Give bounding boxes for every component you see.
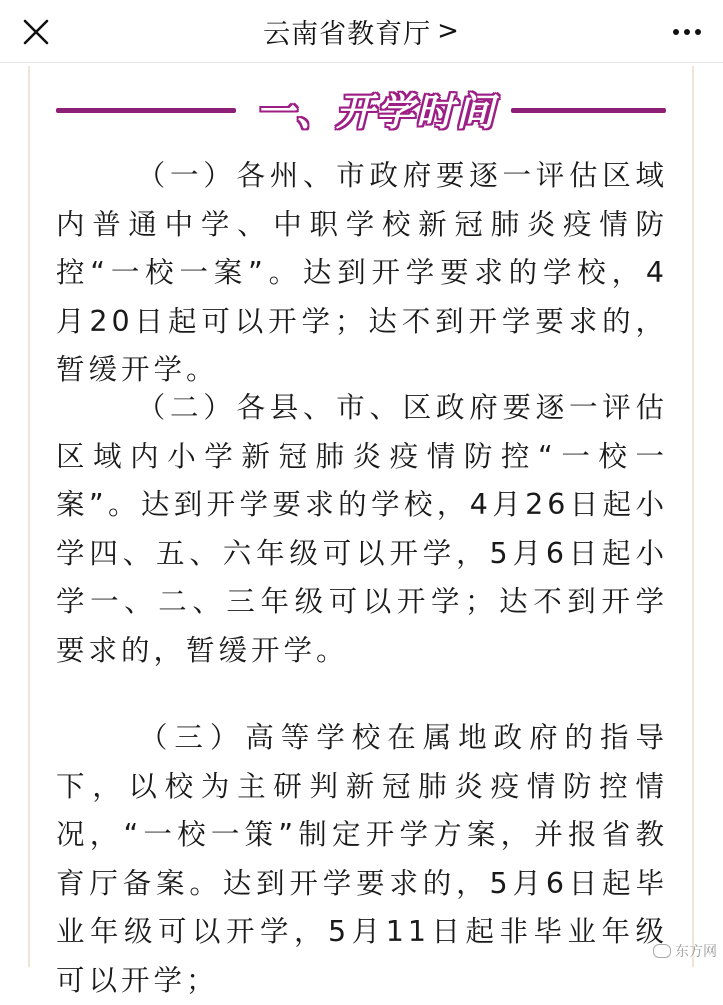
decorative-line-left bbox=[56, 108, 236, 113]
watermark bbox=[653, 941, 717, 961]
chevron-right-icon: > bbox=[437, 16, 460, 46]
top-navigation-bar bbox=[0, 0, 723, 63]
decorative-line-right bbox=[511, 108, 666, 113]
account-title-link[interactable] bbox=[0, 0, 723, 62]
paragraph-text: （三）高等学校在属地政府的指导下，以校为主研判新冠肺炎疫情防控情况，“一校一策”制定开学方案，并报省教育厅备案。达到开学要求的，5月6日起毕业年级可以开学，5月11日起非毕业年级可以开学； bbox=[56, 721, 668, 997]
paragraph-text: （一）各州、市政府要逐一评估区域内普通中学、中职学校新冠肺炎疫情防控“一校一案”。达到开学要求的学校，4月20日起可以开学；达不到开学要求的，暂缓开学。 bbox=[56, 159, 668, 386]
article-paragraph bbox=[56, 152, 668, 395]
paragraph-text: （二）各县、市、区政府要逐一评估区域内小学新冠肺炎疫情防控“一校一案”。达到开学要求的学校，4月26日起小学四、五、六年级可以开学，5月6日起小学一、二、三年级可以开学；达不到开学要求的，暂缓开学。 bbox=[56, 391, 668, 667]
section-header bbox=[30, 80, 692, 136]
account-title: 云南省教育厅 bbox=[263, 18, 432, 50]
more-icon bbox=[673, 29, 679, 35]
article-paragraph bbox=[56, 714, 668, 1005]
section-title: 一、开学时间 bbox=[255, 89, 496, 134]
watermark-text: 东方网 bbox=[675, 944, 717, 960]
article-body bbox=[28, 66, 694, 997]
article-paragraph bbox=[56, 384, 668, 675]
watermark-logo-icon bbox=[653, 944, 671, 958]
more-options-button[interactable] bbox=[665, 10, 709, 54]
